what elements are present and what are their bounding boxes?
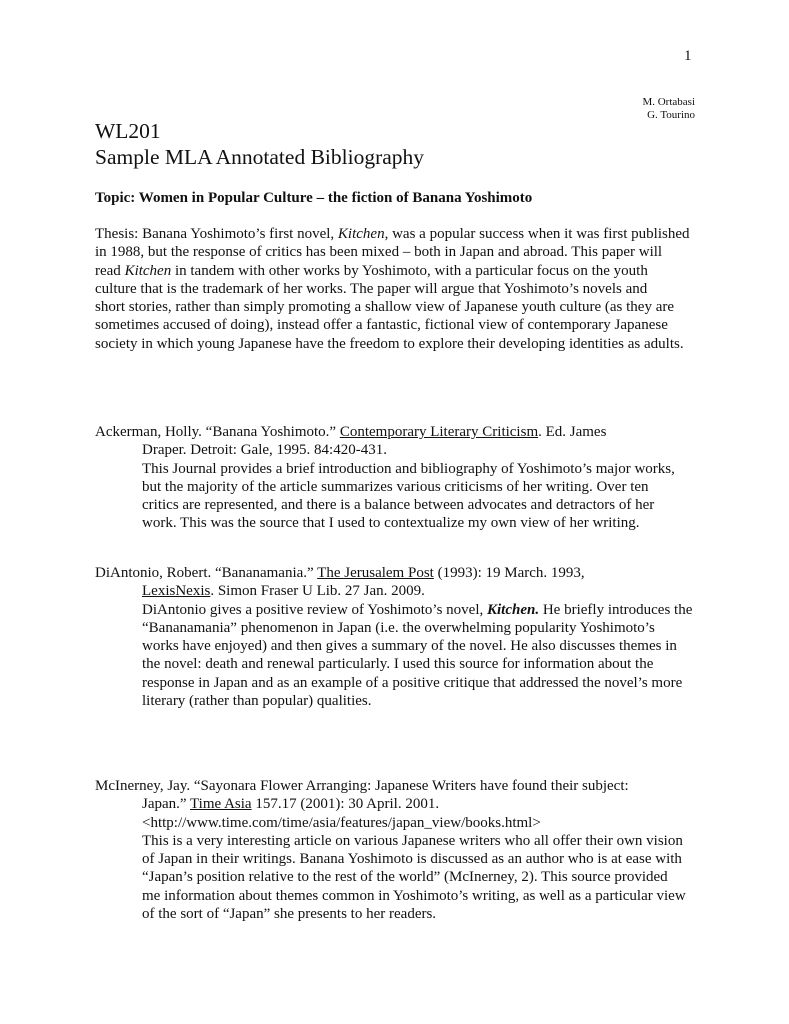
annotation-line: work. This was the source that I used to contextualize my own view of her writing. xyxy=(142,515,640,532)
thesis-line: short stories, rather than simply promoting a shallow view of Japanese youth culture (as they are xyxy=(95,299,675,316)
citation-text: Ackerman, Holly. “Banana Yoshimoto.” xyxy=(95,424,340,440)
citation-line xyxy=(95,795,715,813)
thesis-line: sometimes accused of doing), instead offer a fantastic, fictional view of contemporary Japanese xyxy=(95,317,668,334)
thesis-line xyxy=(95,262,705,280)
annotation-line: works have enjoyed) and then gives a summary of the novel. He also discusses themes in xyxy=(142,638,677,655)
author-name: G. Tourino xyxy=(647,108,695,121)
annotation-line: “Bananamania” phenomenon in Japan (i.e. the overwhelming popularity Yoshimoto’s xyxy=(142,619,655,636)
thesis-text: , was a popular success when it was first published xyxy=(384,226,690,242)
citation-text: Japan.” xyxy=(142,796,191,813)
annotation-line: of the sort of “Japan” she presents to her readers. xyxy=(142,906,437,923)
bibliography-entry-diantonio xyxy=(95,564,715,710)
annotation-line: This Journal provides a brief introduction and bibliography of Yoshimoto’s major works, xyxy=(142,460,675,477)
thesis-text: read xyxy=(95,262,125,279)
annotation-line: of Japan in their writings. Banana Yoshimoto is discussed as an author who is at ease with xyxy=(142,851,682,868)
bibliography-entry-mcinerney xyxy=(95,777,715,923)
annotation-line: response in Japan and as an example of a positive critique that addressed the novel’s more xyxy=(142,674,683,691)
page-number: 1 xyxy=(684,48,692,64)
source-title: Time Asia xyxy=(190,796,252,813)
citation-line: Draper. Detroit: Gale, 1995. 84:420-431. xyxy=(142,442,387,459)
annotation-text: DiAntonio gives a positive review of Yoshimoto’s novel, xyxy=(142,601,487,618)
annotation-line xyxy=(95,601,715,619)
annotation-line: This is a very interesting article on various Japanese writers who all offer their own vision xyxy=(142,832,683,849)
author-name: M. Ortabasi xyxy=(642,96,695,108)
source-title: The Jerusalem Post xyxy=(317,565,434,581)
annotation-line: the novel: death and renewal particularly. I used this source for information about the xyxy=(142,656,654,673)
source-title: Contemporary Literary Criticism xyxy=(339,424,539,440)
thesis-paragraph xyxy=(95,225,705,353)
thesis-line: society in which young Japanese have the freedom to explore their developing identities as adults. xyxy=(95,335,684,352)
author-block xyxy=(642,96,695,121)
annotation-text: He briefly introduces the xyxy=(539,601,693,618)
citation-line: McInerney, Jay. “Sayonara Flower Arranging: Japanese Writers have found their subject: xyxy=(95,778,629,794)
thesis-line: culture that is the trademark of her works. The paper will argue that Yoshimoto’s novels and xyxy=(95,280,648,297)
citation-line xyxy=(95,423,715,441)
citation-text: DiAntonio, Robert. “Bananamania.” xyxy=(95,565,318,581)
book-title: Kitchen xyxy=(124,262,172,279)
source-url: <http://www.time.com/time/asia/features/japan_view/books.html> xyxy=(142,814,541,831)
thesis-line: in 1988, but the response of critics has been mixed – both in Japan and abroad. This paper will xyxy=(95,244,663,261)
annotation-line: me information about themes common in Yoshimoto’s writing, as well as a particular view xyxy=(142,887,686,904)
topic-heading: Topic: Women in Popular Culture – the fiction of Banana Yoshimoto xyxy=(95,190,533,206)
annotation-line: “Japan’s position relative to the rest of the world” (McInerney, 2). This source provided xyxy=(142,869,668,886)
document-title: Sample MLA Annotated Bibliography xyxy=(95,145,425,169)
thesis-line xyxy=(95,225,705,243)
citation-line xyxy=(95,564,715,582)
database-name: LexisNexis xyxy=(142,583,211,600)
thesis-text: Thesis: Banana Yoshimoto’s first novel, xyxy=(95,226,338,242)
annotation-line: but the majority of the article summarizes various criticisms of her writing. Over ten xyxy=(142,478,649,495)
annotation-line: critics are represented, and there is a balance between advocates and detractors of her xyxy=(142,497,655,514)
citation-text: 157.17 (2001): 30 April. 2001. xyxy=(251,796,440,813)
citation-line xyxy=(95,582,715,600)
annotation-line: literary (rather than popular) qualities. xyxy=(142,693,372,710)
thesis-text: in tandem with other works by Yoshimoto, with a particular focus on the youth xyxy=(171,262,648,279)
citation-text: (1993): 19 March. 1993, xyxy=(433,565,585,581)
citation-text: . Simon Fraser U Lib. 27 Jan. 2009. xyxy=(210,583,425,600)
course-code: WL201 xyxy=(95,119,161,143)
citation-text: . Ed. James xyxy=(538,424,607,440)
book-title: Kitchen xyxy=(337,226,385,242)
book-title: Kitchen. xyxy=(487,601,540,618)
bibliography-entry-ackerman xyxy=(95,423,715,533)
document-heading xyxy=(95,118,424,170)
